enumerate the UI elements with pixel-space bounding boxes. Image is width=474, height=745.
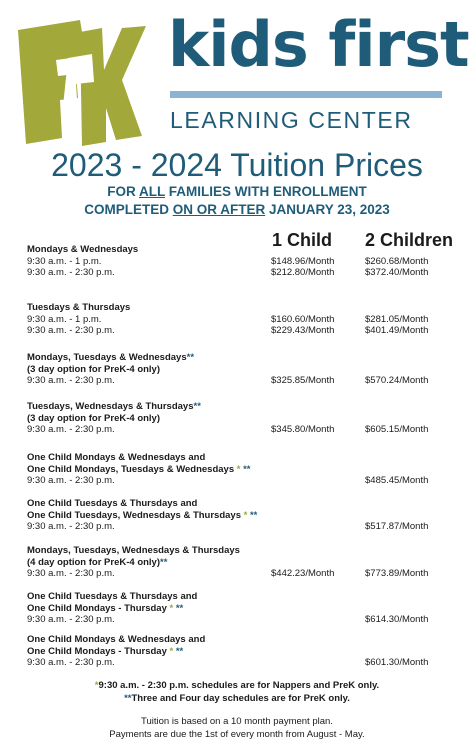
group-title: Mondays, Tuesdays & Wednesdays** [27, 352, 195, 363]
schedule-time: 9:30 a.m. - 1 p.m. [27, 313, 102, 325]
schedule-row [27, 375, 447, 387]
brand-divider [170, 91, 442, 98]
group-title-line-2: (3 day option for PreK-4 only) [27, 412, 161, 424]
subtitle-line-1: FOR ALL FAMILIES WITH ENROLLMENT [107, 184, 367, 199]
schedule-time: 9:30 a.m. - 2:30 p.m. [27, 475, 115, 486]
schedule-time: 9:30 a.m. - 2:30 p.m. [27, 424, 115, 435]
tuition-group [27, 401, 447, 436]
schedule-time: 9:30 a.m. - 2:30 p.m. [27, 614, 115, 625]
group-title: Tuesdays & Thursdays [27, 302, 131, 313]
price-1-child: $325.85/Month [271, 375, 335, 386]
price-1-child: $229.43/Month [271, 325, 335, 336]
schedule-time: 9:30 a.m. - 2:30 p.m. [27, 325, 115, 336]
note-nappers: *9:30 a.m. - 2:30 p.m. schedules are for Nappers and PreK only. [94, 680, 380, 691]
group-title-line-2: One Child Tuesdays, Wednesdays & Thursdays * ** [27, 509, 258, 521]
price-1-child: $160.60/Month [271, 313, 335, 325]
schedule-time: 9:30 a.m. - 2:30 p.m. [27, 267, 115, 278]
price-1-child: $212.80/Month [271, 267, 335, 278]
schedule-row [27, 256, 447, 268]
subtitle-line-2: COMPLETED ON OR AFTER JANUARY 23, 2023 [84, 202, 390, 217]
price-2-children: $773.89/Month [365, 568, 429, 579]
footer-line-1: Tuition is based on a 10 month payment plan. [141, 716, 333, 727]
tuition-group [27, 634, 447, 669]
price-2-children: $281.05/Month [365, 313, 429, 325]
tuition-group [27, 498, 447, 533]
column-header-1-child: 1 Child [272, 230, 333, 250]
group-title: One Child Tuesdays & Thursdays and [27, 591, 198, 602]
tuition-group [27, 452, 447, 487]
price-2-children: $517.87/Month [365, 521, 429, 532]
tuition-group [27, 545, 447, 580]
tuition-group [27, 244, 447, 279]
group-title-line-2: (4 day option for PreK-4 only)** [27, 556, 168, 568]
schedule-row [27, 424, 447, 436]
group-title: One Child Mondays & Wednesdays and [27, 452, 206, 463]
price-1-child: $442.23/Month [271, 568, 335, 579]
page-title: 2023 - 2024 Tuition Prices [51, 147, 423, 183]
schedule-row [27, 475, 447, 487]
price-2-children: $570.24/Month [365, 375, 429, 386]
group-title: Tuesdays, Wednesdays & Thursdays** [27, 401, 201, 412]
column-header-2-children: 2 Children [365, 230, 454, 250]
price-2-children: $614.30/Month [365, 614, 429, 625]
footer-line-2: Payments are due the 1st of every month from August - May. [109, 729, 365, 740]
group-title: Mondays, Tuesdays, Wednesdays & Thursdays [27, 545, 240, 556]
price-1-child: $148.96/Month [271, 255, 335, 267]
schedule-row [27, 521, 447, 533]
schedule-row [27, 314, 447, 326]
kf-logo-icon [18, 18, 148, 153]
tuition-group [27, 352, 447, 387]
schedule-row [27, 267, 447, 279]
note-prek: **Three and Four day schedules are for PreK only. [124, 693, 350, 704]
schedule-time: 9:30 a.m. - 2:30 p.m. [27, 375, 115, 386]
price-2-children: $601.30/Month [365, 657, 429, 668]
group-title: One Child Mondays & Wednesdays and [27, 634, 206, 645]
tuition-group [27, 591, 447, 626]
group-title: Mondays & Wednesdays [27, 244, 139, 255]
brand-subtitle: LEARNING CENTER [170, 107, 413, 133]
group-title-line-2: One Child Mondays - Thursday * ** [27, 602, 184, 614]
price-2-children: $401.49/Month [365, 325, 429, 336]
price-2-children: $260.68/Month [365, 255, 429, 267]
price-2-children: $485.45/Month [365, 475, 429, 486]
schedule-time: 9:30 a.m. - 1 p.m. [27, 255, 102, 267]
schedule-row [27, 568, 447, 580]
schedule-row [27, 325, 447, 337]
schedule-time: 9:30 a.m. - 2:30 p.m. [27, 657, 115, 668]
group-title-line-2: (3 day option for PreK-4 only) [27, 363, 161, 375]
group-title-line-2: One Child Mondays - Thursday * ** [27, 645, 184, 657]
group-title: One Child Tuesdays & Thursdays and [27, 498, 198, 509]
schedule-row [27, 614, 447, 626]
tuition-group [27, 302, 447, 337]
schedule-time: 9:30 a.m. - 2:30 p.m. [27, 521, 115, 532]
price-2-children: $605.15/Month [365, 424, 429, 435]
schedule-time: 9:30 a.m. - 2:30 p.m. [27, 568, 115, 579]
price-2-children: $372.40/Month [365, 267, 429, 278]
brand-name: kids first [168, 8, 469, 81]
group-title-line-2: One Child Mondays, Tuesdays & Wednesdays * ** [27, 463, 251, 475]
price-1-child: $345.80/Month [271, 424, 335, 435]
schedule-row [27, 657, 447, 669]
